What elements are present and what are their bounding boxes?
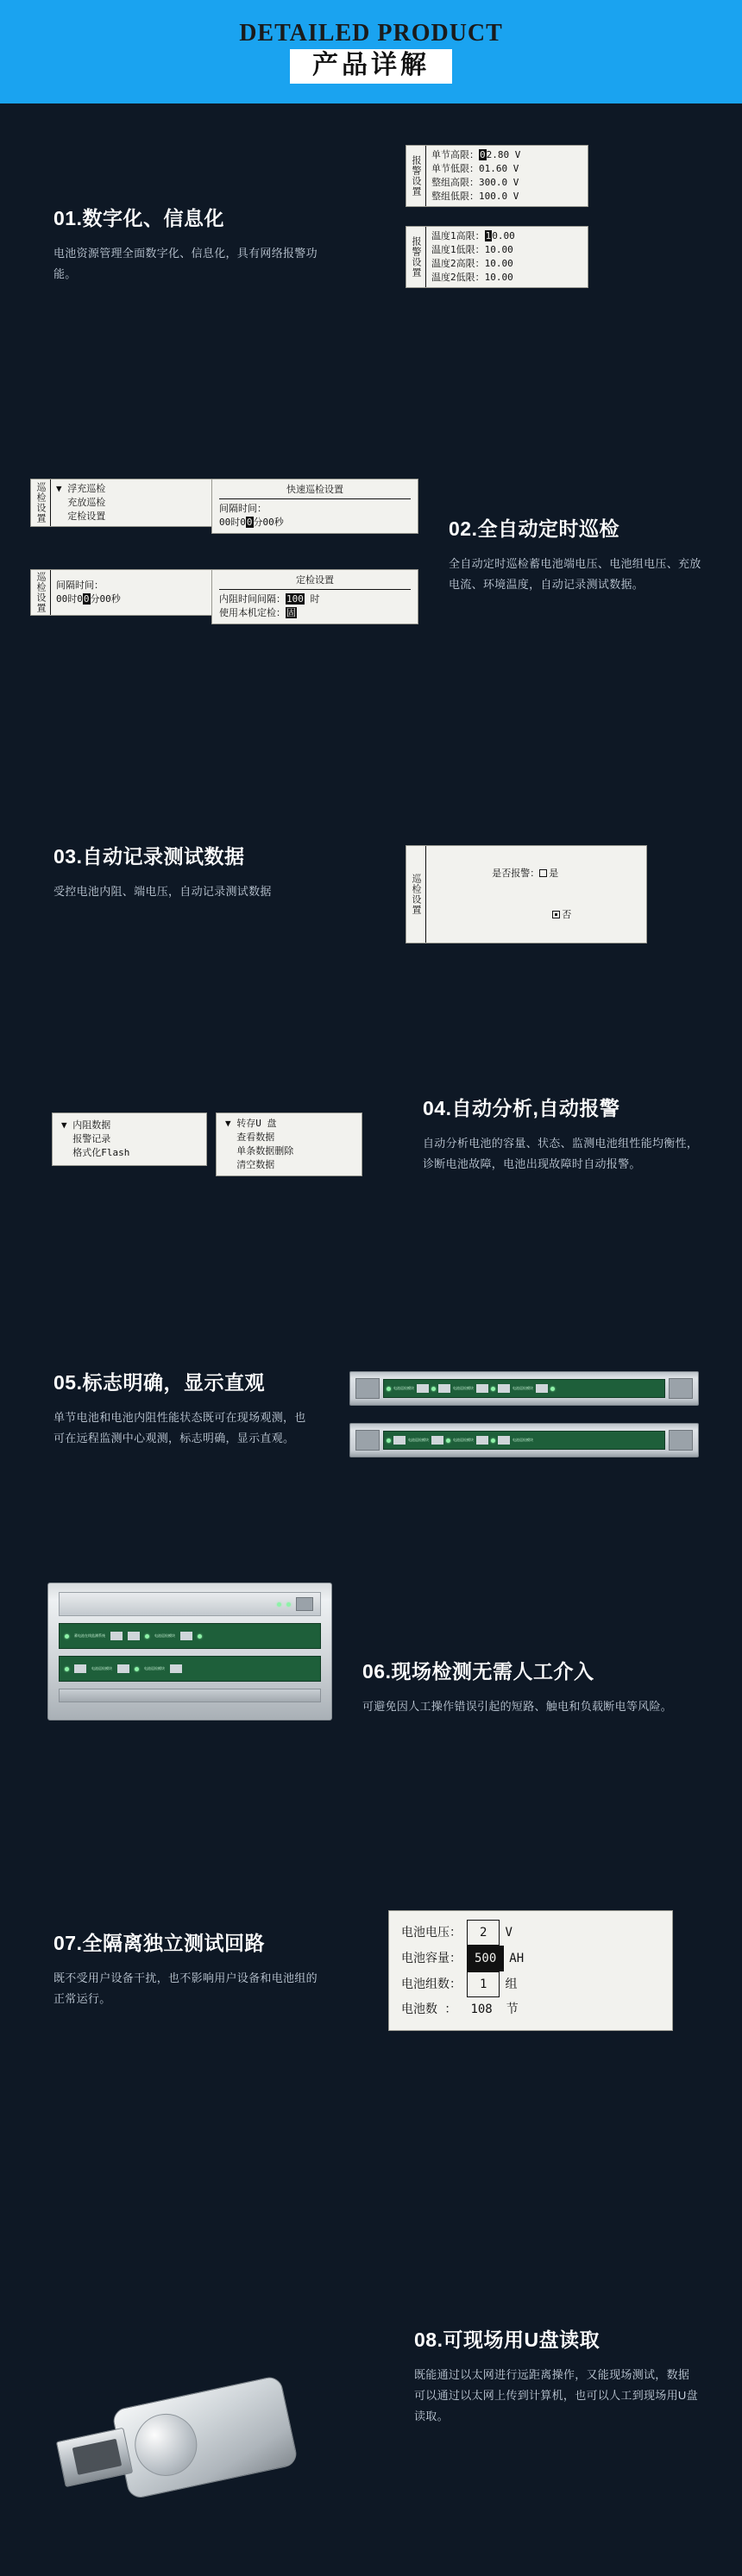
section-07-title: 07.全隔离独立测试回路 xyxy=(53,1932,265,1954)
section-02-desc: 全自动定时巡检蓄电池端电压、电池组电压、充放电流、环境温度，自动记录测试数据。 xyxy=(449,556,701,591)
panel-chip xyxy=(476,1436,488,1445)
lcd-line: 温度1高限：10.00 xyxy=(431,230,515,241)
section-05-desc: 单节电池和电池内阻性能状态既可在现场观测，也可在远程监测中心观测，标志明确，显示直观。 xyxy=(53,1410,306,1445)
chassis-port xyxy=(296,1597,313,1611)
led-indicator-icon xyxy=(446,1438,450,1443)
banner-english-title: DETAILED PRODUCT xyxy=(239,20,503,47)
pcb-module xyxy=(383,1379,665,1398)
led-indicator-icon xyxy=(198,1634,202,1639)
panel-module xyxy=(355,1430,380,1451)
pcb-module xyxy=(383,1431,665,1450)
panel-chip xyxy=(180,1632,192,1640)
led-indicator-icon xyxy=(65,1667,69,1671)
lcd-line: 是否报警： 是 xyxy=(492,867,559,879)
panel-module xyxy=(669,1378,693,1399)
lcd-patrol-interval xyxy=(30,569,237,616)
lcd-content xyxy=(53,1113,206,1165)
lcd-content xyxy=(389,1911,672,2030)
led-indicator-icon xyxy=(431,1387,436,1391)
panel-label: 电池巡检模块 xyxy=(453,1438,474,1442)
panel-label: 电池巡检模块 xyxy=(453,1386,474,1390)
section-02 xyxy=(449,517,707,595)
lcd-line: 使用本机定检：固 xyxy=(219,606,296,618)
lcd-line: 温度2低限：10.00 xyxy=(431,271,513,283)
lcd-side-label: 报警设置 xyxy=(406,227,426,287)
device-chassis-photo xyxy=(47,1583,332,1720)
lcd-line: 单节高限：02.80 V xyxy=(431,149,521,160)
section-06-desc: 可避免因人工操作错误引起的短路、触电和负载断电等风险。 xyxy=(362,1699,673,1713)
panel-label: 电池巡检模块 xyxy=(512,1386,533,1390)
led-indicator-icon xyxy=(550,1387,555,1391)
section-01-title: 01.数字化、信息化 xyxy=(53,207,224,229)
battery-group-count-value[interactable]: 1 xyxy=(467,1971,500,1997)
radio-no-icon[interactable] xyxy=(552,911,560,918)
panel-label: 电池巡检模块 xyxy=(512,1438,533,1442)
panel-chip xyxy=(170,1664,182,1673)
panel-chip xyxy=(438,1384,450,1393)
section-02-title: 02.全自动定时巡检 xyxy=(449,517,619,540)
lcd-line: 充放巡检 xyxy=(56,496,106,508)
lcd-menu-item[interactable]: ▼ 内阻数据 xyxy=(61,1119,111,1131)
lcd-header: 定检设置 xyxy=(219,573,411,590)
lcd-content xyxy=(426,227,520,287)
lcd-line: 温度2高限：10.00 xyxy=(431,257,513,269)
section-04-title: 04.自动分析,自动报警 xyxy=(423,1097,620,1119)
radio-yes-icon[interactable] xyxy=(539,869,547,877)
lcd-scheduled-check-settings xyxy=(211,569,418,624)
section-03-title: 03.自动记录测试数据 xyxy=(53,845,245,868)
device-front-panel-bottom xyxy=(349,1423,699,1457)
device-front-panel-top xyxy=(349,1371,699,1406)
lcd-line: 00时00分00秒 xyxy=(219,516,284,528)
lcd-menu-item[interactable]: 报警记录 xyxy=(61,1132,111,1144)
lcd-patrol-mode-menu xyxy=(30,479,237,527)
lcd-content xyxy=(51,479,110,526)
panel-label: 电池巡检模块 xyxy=(393,1386,414,1390)
lcd-line: 单节低限：01.60 V xyxy=(431,162,519,174)
panel-module xyxy=(669,1430,693,1451)
led-indicator-icon xyxy=(65,1634,69,1639)
chassis-top-bar xyxy=(59,1592,321,1616)
lcd-line: 00时00分00秒 xyxy=(56,593,121,605)
lcd-line: 间隔时间： xyxy=(219,502,267,514)
lcd-quick-patrol-settings xyxy=(211,479,418,534)
section-06-title: 06.现场检测无需人工介入 xyxy=(362,1660,594,1683)
led-indicator-icon xyxy=(286,1602,291,1607)
usb-connector-inner xyxy=(72,2439,123,2475)
chassis-module-row xyxy=(59,1623,321,1649)
lcd-line: 定检设置 xyxy=(56,510,106,522)
panel-chip xyxy=(117,1664,129,1673)
panel-chip xyxy=(498,1436,510,1445)
section-03-desc: 受控电池内阻、端电压，自动记录测试数据 xyxy=(53,884,272,898)
lcd-param-row: 电池数 ： 108 节 xyxy=(401,1997,660,2021)
lcd-content xyxy=(51,570,126,615)
chassis-module-row xyxy=(59,1656,321,1682)
section-01 xyxy=(53,207,338,285)
led-indicator-icon xyxy=(135,1667,139,1671)
banner-chinese-title-wrap xyxy=(290,49,452,84)
chassis-bottom-bar xyxy=(59,1689,321,1702)
panel-label: 电池巡检模块 xyxy=(408,1438,429,1442)
lcd-side-label: 报警设置 xyxy=(406,146,426,206)
section-05-title: 05.标志明确，显示直观 xyxy=(53,1371,265,1394)
lcd-battery-parameters xyxy=(388,1910,673,2031)
panel-chip xyxy=(110,1632,123,1640)
section-04 xyxy=(423,1097,707,1175)
lcd-param-row: 电池容量： 500 AH xyxy=(401,1946,660,1971)
lcd-line: ▼ 浮充巡检 xyxy=(56,483,106,494)
section-08-desc: 既能通过以太网进行远距离操作，又能现场测试，数据可以通过以太网上传到计算机，也可以人工到现场用U盘读取。 xyxy=(414,2367,698,2422)
panel-chip xyxy=(536,1384,548,1393)
lcd-side-label: 巡检设置 xyxy=(31,570,51,615)
lcd-header: 快速巡检设置 xyxy=(219,483,411,499)
panel-chip xyxy=(498,1384,510,1393)
banner-chinese-title: 产品详解 xyxy=(312,51,430,79)
section-08 xyxy=(414,2328,699,2427)
section-06 xyxy=(362,1660,673,1717)
lcd-line: 否 xyxy=(435,894,571,936)
lcd-content xyxy=(426,846,580,943)
lcd-menu-item[interactable]: 单条数据删除 xyxy=(225,1144,294,1156)
panel-chip xyxy=(431,1436,443,1445)
lcd-alarm-enable-setting xyxy=(406,845,647,943)
chassis-label: 电池巡检模块 xyxy=(144,1666,165,1670)
battery-voltage-value[interactable]: 2 xyxy=(467,1920,500,1946)
battery-capacity-value[interactable]: 500 xyxy=(467,1946,504,1971)
led-indicator-icon xyxy=(387,1438,391,1443)
lcd-line: 整组高限：300.0 V xyxy=(431,176,519,188)
lcd-param-row: 电池组数： 1 组 xyxy=(401,1971,660,1997)
section-08-title: 08.可现场用U盘读取 xyxy=(414,2328,601,2351)
led-indicator-icon xyxy=(491,1438,495,1443)
chassis-label: 电池巡检模块 xyxy=(154,1633,175,1638)
lcd-usb-menu xyxy=(216,1113,362,1176)
lcd-line: 温度1低限：10.00 xyxy=(431,243,513,255)
section-04-desc: 自动分析电池的容量、状态、监测电池组性能均衡性，诊断电池故障，电池出现故障时自动报警。 xyxy=(423,1136,699,1170)
led-indicator-icon xyxy=(387,1387,391,1391)
battery-cell-count-value: 108 xyxy=(470,2003,493,2016)
led-indicator-icon xyxy=(491,1387,495,1391)
section-05 xyxy=(53,1371,312,1449)
led-indicator-icon xyxy=(277,1602,281,1607)
lcd-menu-item[interactable]: 查看数据 xyxy=(225,1131,275,1143)
lcd-menu-item[interactable]: 清空数据 xyxy=(225,1158,275,1170)
lcd-side-label: 巡检设置 xyxy=(31,479,51,526)
panel-module xyxy=(355,1378,380,1399)
section-03 xyxy=(53,845,347,902)
lcd-menu-item[interactable]: 格式化Flash xyxy=(61,1146,130,1158)
panel-chip xyxy=(417,1384,429,1393)
lcd-side-label: 巡检设置 xyxy=(406,846,426,943)
chassis-label: 蓄电池在线监测系统 xyxy=(74,1633,105,1638)
lcd-line: 整组低限：100.0 V xyxy=(431,190,519,202)
usb-connector xyxy=(56,2428,133,2487)
lcd-alarm-temperature-settings xyxy=(406,226,588,288)
lcd-line: 间隔时间： xyxy=(56,580,104,592)
lcd-content xyxy=(212,570,418,624)
led-indicator-icon xyxy=(145,1634,149,1639)
panel-chip xyxy=(74,1664,86,1673)
section-07-desc: 既不受用户设备干扰，也不影响用户设备和电池组的正常运行。 xyxy=(53,1971,318,2005)
lcd-menu-item[interactable]: ▼ 转存U 盘 xyxy=(225,1118,277,1129)
panel-chip xyxy=(476,1384,488,1393)
lcd-data-menu xyxy=(52,1113,207,1166)
usb-drive-photo xyxy=(39,2335,349,2547)
lcd-content xyxy=(212,479,418,533)
page-banner xyxy=(0,0,742,103)
lcd-content xyxy=(426,146,525,206)
lcd-alarm-voltage-settings xyxy=(406,145,588,207)
section-01-desc: 电池资源管理全面数字化、信息化，具有网络报警功能。 xyxy=(53,246,318,280)
section-07 xyxy=(53,1932,321,2009)
chassis-label: 电池巡检模块 xyxy=(91,1666,112,1670)
lcd-content xyxy=(217,1113,362,1175)
lcd-param-row: 电池电压： 2 V xyxy=(401,1920,660,1946)
panel-chip xyxy=(393,1436,406,1445)
lcd-line: 内阻时间间隔：100 时 xyxy=(219,592,320,605)
panel-chip xyxy=(128,1632,140,1640)
